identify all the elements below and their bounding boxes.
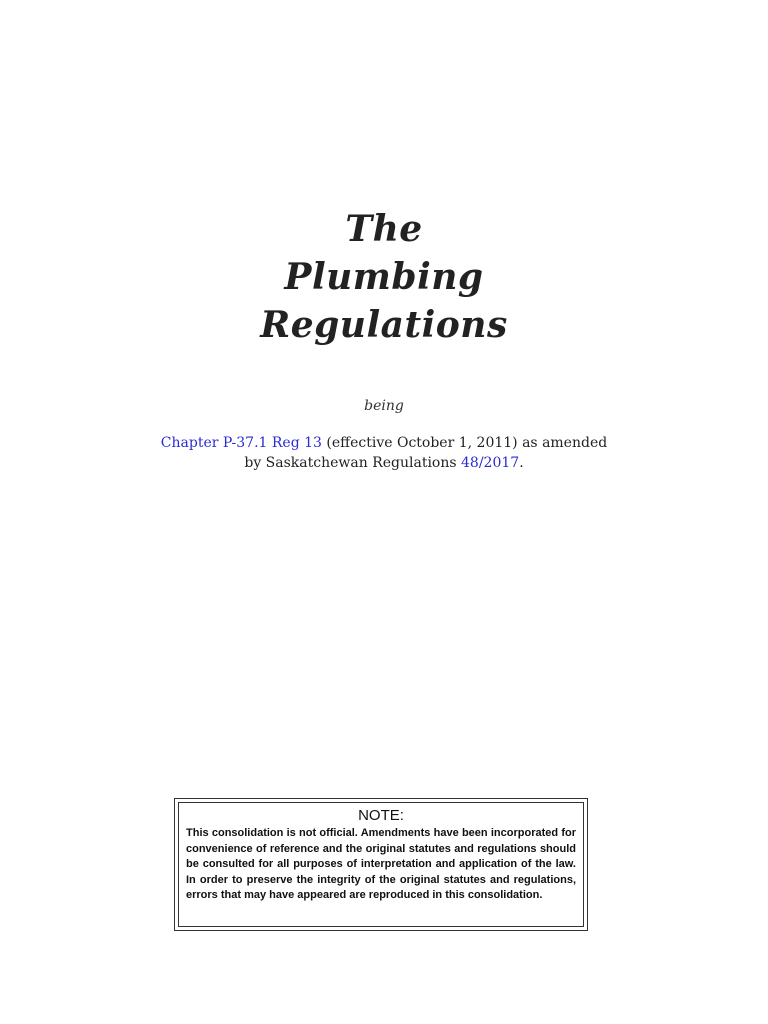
- being-label: being: [364, 398, 404, 414]
- note-box-inner: [178, 802, 584, 927]
- note-heading: NOTE:: [358, 807, 404, 824]
- effective-text: (effective October 1, 2011) as amended: [321, 435, 608, 451]
- citation-period: .: [519, 455, 524, 471]
- title-line-1: The: [345, 208, 423, 250]
- note-body: This consolidation is not official. Amendments have been incorporated for convenience of reference and the original statutes and regulations should be consulted for all purposes of interpretation and application of the law. In order to preserve the integrity of the original statutes and regulations, errors that may have appeared are reproduced in this consolidation.: [186, 827, 576, 901]
- chapter-link[interactable]: Chapter P-37.1 Reg 13: [160, 435, 322, 451]
- note-box: [174, 798, 588, 931]
- title-line-2: Plumbing: [284, 256, 484, 298]
- amended-by-text: by Saskatchewan Regulations: [244, 455, 462, 471]
- amendment-link[interactable]: 48/2017: [461, 455, 520, 471]
- citation-block: [0, 433, 768, 473]
- citation-line-2: [0, 453, 768, 473]
- title-line-3: Regulations: [260, 304, 508, 346]
- document-title: [0, 205, 768, 349]
- citation-line-1: [0, 433, 768, 453]
